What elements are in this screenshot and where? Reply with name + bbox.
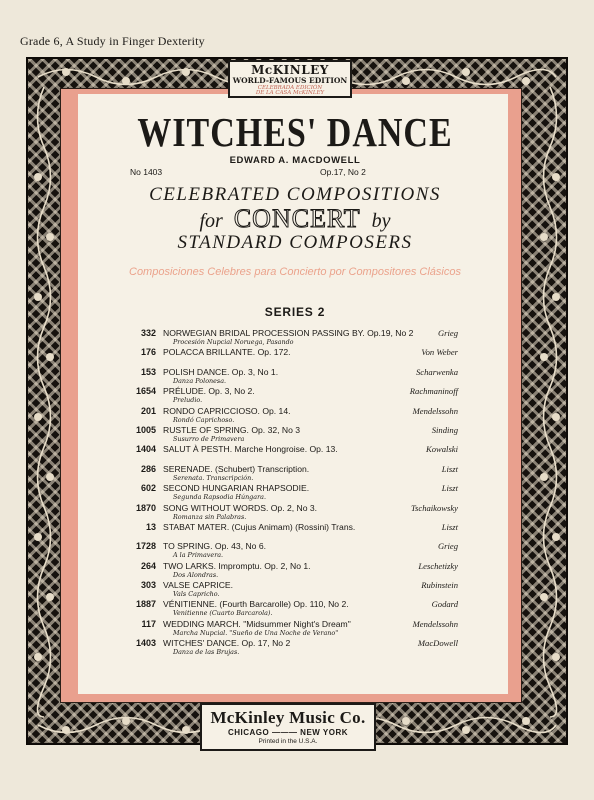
printed-note: Printed in the U.S.A. [258, 738, 318, 745]
work-title: SERENADE. (Schubert) Transcription. [163, 463, 310, 474]
work-number: 13 [145, 521, 156, 532]
work-number: 1403 [135, 638, 156, 649]
grade-note: Grade 6, A Study in Finger Dexterity [20, 34, 205, 48]
badge-spanish-2: DE LA CASA McKINLEY [255, 90, 325, 96]
list-item [128, 367, 458, 386]
work-composer: Mendelssohn [412, 405, 458, 416]
celebrated-line-2 [80, 204, 510, 234]
work-number: 1728 [135, 541, 156, 552]
work-composer: Leschetizky [418, 560, 458, 571]
work-subtitle: Danza de las Brujas. [173, 648, 240, 657]
work-title: RONDO CAPRICCIOSO. Op. 14. [163, 405, 291, 416]
work-title: NORWEGIAN BRIDAL PROCESSION PASSING BY. Op.19, No 2 [163, 328, 414, 338]
work-subtitle: Dos Alondras. [173, 570, 219, 579]
work-title: WEDDING MARCH. "Midsummer Night's Dream" [163, 618, 351, 629]
work-title: STABAT MATER. (Cujus Animam) (Rossini) Trans. [163, 521, 356, 532]
work-composer: Mendelssohn [412, 618, 458, 629]
work-subtitle: Romanza sin Palabras. [173, 512, 247, 521]
work-composer: Godard [431, 599, 458, 610]
list-item [128, 464, 458, 483]
list-item [128, 328, 458, 347]
work-title: TO SPRING. Op. 43, No 6. [163, 541, 267, 552]
list-item [128, 406, 458, 425]
work-composer: Sinding [431, 424, 458, 435]
work-subtitle: Procesión Nupcial Noruega, Pasando [173, 338, 294, 346]
work-number: 286 [140, 463, 156, 474]
list-item [128, 425, 458, 444]
work-title: TWO LARKS. Impromptu. Op. 2, No 1. [163, 560, 311, 571]
work-composer: Rachmaninoff [409, 386, 458, 397]
celebrated-concert: CONCERT [233, 204, 361, 233]
work-composer: Scharwenka [415, 366, 458, 377]
spanish-subtitle: Composiciones Celebres para Concierto por Compositores Clásicos [129, 266, 461, 278]
edition-badge [228, 60, 352, 98]
work-subtitle: Rondó Caprichoso. [173, 415, 235, 424]
work-title: SONG WITHOUT WORDS. Op. 2, No 3. [163, 502, 318, 513]
work-number: 1404 [135, 444, 156, 455]
work-title: POLACCA BRILLANTE. Op. 172. [163, 347, 291, 358]
work-number: 201 [140, 405, 156, 416]
work-subtitle: Marcha Nupcial. "Sueño de Una Noche de Verano" [173, 628, 339, 637]
celebrated-for: for [199, 210, 223, 232]
work-number: 1870 [135, 502, 156, 513]
work-number: 303 [140, 580, 156, 591]
list-item [128, 522, 458, 541]
works-list [128, 328, 458, 658]
celebrated-line-3: STANDARD COMPOSERS [177, 232, 413, 253]
list-item [128, 561, 458, 580]
publisher-box [200, 703, 376, 751]
work-composer: Von Weber [421, 347, 458, 358]
work-composer: Grieg [437, 328, 458, 338]
list-item [128, 638, 458, 657]
list-item [128, 599, 458, 618]
work-subtitle: Preludio. [173, 396, 203, 405]
badge-spanish-1: CELEBRADA EDICIÓN [257, 84, 323, 91]
badge-brand: McKINLEY [251, 63, 329, 77]
list-item [128, 347, 458, 366]
composer-name: EDWARD A. MACDOWELL [229, 155, 361, 166]
celebrated-by: by [371, 210, 391, 232]
list-item [128, 619, 458, 638]
work-composer: Rubinstein [421, 580, 458, 591]
work-number: 1654 [135, 386, 156, 397]
work-composer: Grieg [437, 541, 458, 552]
publisher-cities: CHICAGO ——— NEW YORK [227, 728, 349, 737]
work-title: RUSTLE OF SPRING. Op. 32, No 3 [163, 424, 301, 435]
work-title: POLISH DANCE. Op. 3, No 1. [163, 366, 279, 377]
work-title: VÉNITIENNE. (Fourth Barcarolle) Op. 110, No 2. [163, 599, 349, 610]
list-item [128, 541, 458, 560]
list-item [128, 503, 458, 522]
work-composer: Liszt [441, 483, 458, 494]
work-composer: Liszt [441, 521, 458, 532]
work-subtitle: Susurro de Primavera [173, 434, 245, 443]
work-title: SECOND HUNGARIAN RHAPSODIE. [163, 483, 310, 494]
publisher-name: McKinley Music Co. [210, 708, 366, 727]
list-item [128, 444, 458, 463]
page-title: WITCHES' DANCE [137, 111, 453, 156]
work-number: 332 [140, 328, 156, 338]
celebrated-line-1: CELEBRATED COMPOSITIONS [149, 184, 441, 205]
badge-edition: WORLD-FAMOUS EDITION [232, 76, 348, 85]
catalog-number: No 1403 [130, 167, 163, 177]
work-number: 153 [140, 366, 156, 377]
list-item [128, 483, 458, 502]
work-number: 176 [140, 347, 156, 358]
work-subtitle: A la Primavera. [173, 551, 224, 560]
work-number: 1005 [135, 424, 156, 435]
work-subtitle: Segunda Rapsodia Húngara. [173, 493, 266, 502]
opus-number: Op.17, No 2 [320, 167, 366, 177]
work-subtitle: Vals Capricho. [173, 590, 220, 599]
work-composer: Tschaikowsky [411, 502, 458, 513]
work-subtitle: Venitienne (Cuarto Barcarola). [173, 609, 273, 618]
work-subtitle: Danza Polonesa. [173, 376, 227, 385]
work-title: WITCHES' DANCE. Op. 17, No 2 [163, 638, 291, 649]
work-subtitle: Serenata. Transcripción. [173, 473, 254, 482]
work-composer: MacDowell [417, 638, 458, 649]
work-title: PRÉLUDE. Op. 3, No 2. [163, 386, 255, 397]
list-item [128, 386, 458, 405]
work-number: 117 [141, 618, 156, 629]
work-title: SALUT À PESTH. Marche Hongroise. Op. 13. [163, 444, 338, 455]
list-item [128, 580, 458, 599]
work-number: 1887 [135, 599, 156, 610]
work-composer: Kowalski [426, 444, 458, 455]
work-number: 602 [140, 483, 156, 494]
work-composer: Liszt [441, 463, 458, 474]
work-number: 264 [140, 560, 156, 571]
work-title: VALSE CAPRICE. [163, 580, 234, 591]
series-heading: SERIES 2 [264, 305, 326, 319]
